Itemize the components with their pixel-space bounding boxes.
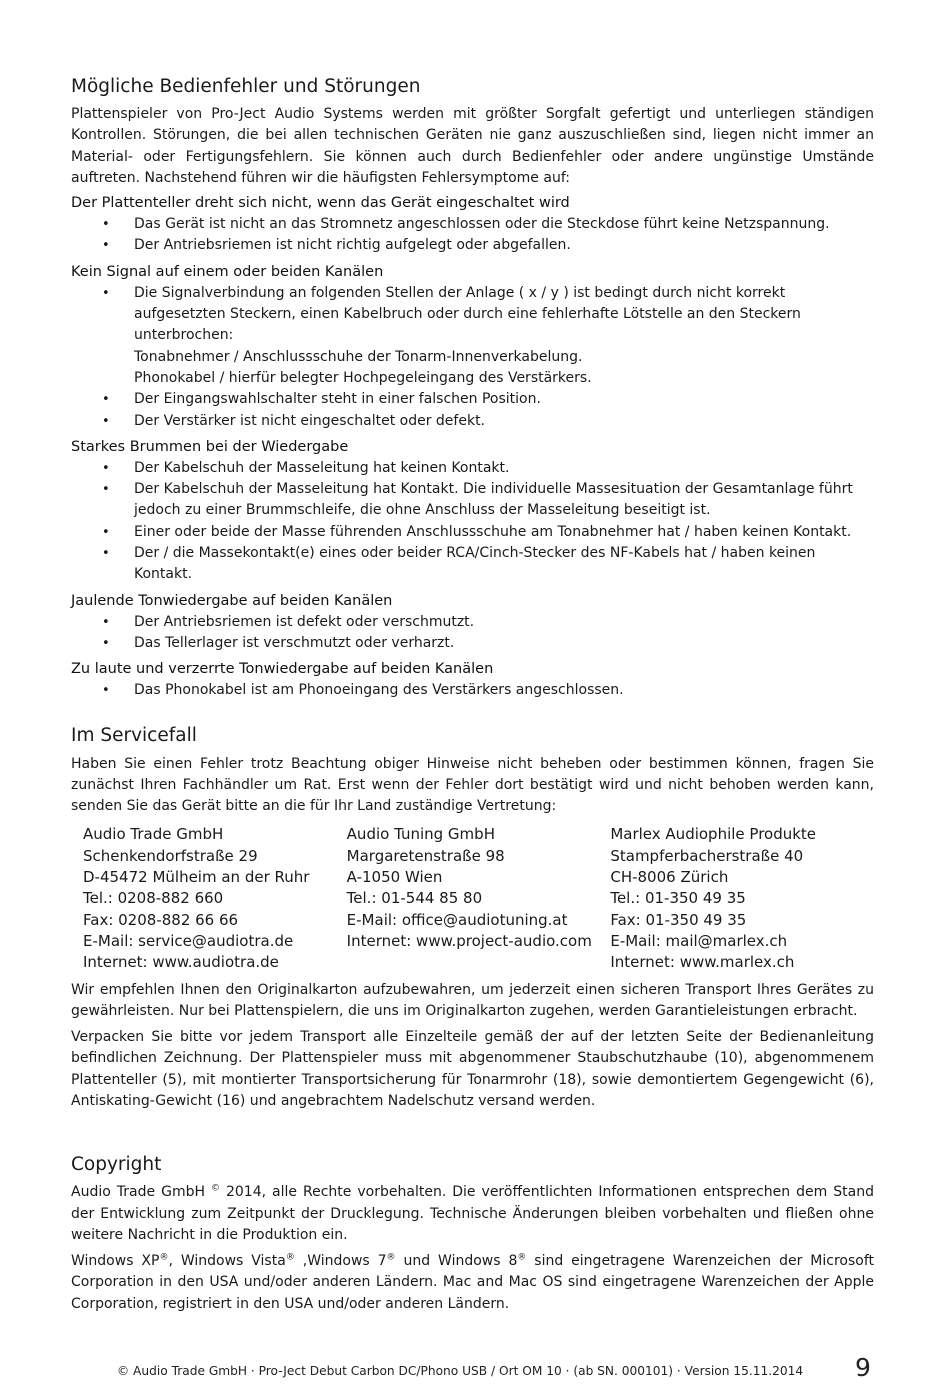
address-line: E-Mail: mail@marlex.ch bbox=[610, 931, 788, 950]
address-line: Internet: www.audiotra.de bbox=[83, 953, 279, 972]
error-list bbox=[71, 283, 874, 432]
error-item bbox=[71, 522, 874, 543]
document-page bbox=[71, 74, 874, 1315]
error-item bbox=[71, 612, 874, 633]
service-para-1: Wir empfehlen Ihnen den Originalkarton aufzubewahren, um jederzeit einen sicheren Transport Ihres Gerätes zu gewährleisten. Nur bei Plattenspielern, die uns im Originalkarton zugehen, werden Garantieleistungen erbracht. bbox=[71, 981, 874, 1019]
error-item-text: Das Phonokabel ist am Phonoeingang des Verstärkers angeschlossen. bbox=[134, 682, 624, 699]
bullet-icon: • bbox=[102, 285, 110, 301]
error-item bbox=[71, 411, 874, 432]
error-heading: Zu laute und verzerrte Tonwiedergabe auf beiden Kanälen bbox=[71, 661, 494, 678]
address-line: A-1050 Wien bbox=[346, 868, 443, 887]
section-title-copyright: Copyright bbox=[71, 1154, 162, 1176]
bullet-icon: • bbox=[102, 683, 110, 699]
error-heading: Starkes Brummen bei der Wiedergabe bbox=[71, 438, 349, 455]
error-item-text: Der Eingangswahlschalter steht in einer falschen Position. bbox=[134, 391, 541, 408]
error-item bbox=[71, 283, 874, 389]
error-item bbox=[71, 214, 874, 235]
address-line: Tel.: 01-350 49 35 bbox=[610, 889, 746, 908]
bullet-icon: • bbox=[102, 238, 110, 254]
error-item-text: Der Verstärker ist nicht eingeschaltet oder defekt. bbox=[134, 412, 486, 429]
address-block bbox=[347, 824, 611, 973]
error-list bbox=[71, 458, 874, 586]
bullet-icon: • bbox=[102, 217, 110, 233]
error-item-text: Einer oder beide der Masse führenden Anschlussschuhe am Tonabnehmer hat / haben keinen Kontakt. bbox=[134, 523, 852, 540]
error-heading: Jaulende Tonwiedergabe auf beiden Kanälen bbox=[71, 592, 393, 609]
bullet-icon: • bbox=[102, 524, 110, 540]
footer-text: © Audio Trade GmbH · Pro-Ject Debut Carbon DC/Phono USB / Ort OM 10 · (ab SN. 000101) · Version 15.11.2014 bbox=[117, 1364, 804, 1378]
address-line: Audio Tuning GmbH bbox=[346, 825, 495, 844]
error-heading: Der Plattenteller dreht sich nicht, wenn das Gerät eingeschaltet wird bbox=[71, 195, 570, 212]
address-block bbox=[83, 824, 347, 973]
copyright-para-2: Windows XP®, Windows Vista® ,Windows 7® und Windows 8® sind eingetragene Warenzeichen der Microsoft Corporation in den USA und/oder anderen Ländern. Mac and Mac OS sind eingetragene Warenzeichen der Apple Corporation, registriert in den USA und/oder anderen Ländern. bbox=[71, 1252, 875, 1312]
address-line: Tel.: 0208-882 660 bbox=[83, 889, 224, 908]
error-list bbox=[71, 612, 874, 655]
section-title-service: Im Servicefall bbox=[71, 724, 197, 746]
error-item bbox=[71, 479, 874, 522]
address-line: Audio Trade GmbH bbox=[83, 825, 224, 844]
address-line: Internet: www.project-audio.com bbox=[346, 931, 592, 950]
error-item-text: Der Antriebsriemen ist defekt oder verschmutzt. bbox=[134, 613, 475, 630]
page-number: 9 bbox=[855, 1353, 871, 1382]
error-list bbox=[71, 680, 874, 701]
error-item bbox=[71, 389, 874, 410]
error-item bbox=[71, 458, 874, 479]
error-groups bbox=[71, 192, 874, 701]
error-item-text: Das Gerät ist nicht an das Stromnetz angeschlossen oder die Steckdose führt keine Netzspannung. bbox=[134, 216, 830, 233]
address-line: Internet: www.marlex.ch bbox=[610, 953, 795, 972]
error-item bbox=[71, 680, 874, 701]
address-line: Marlex Audiophile Produkte bbox=[610, 825, 817, 844]
bullet-icon: • bbox=[102, 546, 110, 562]
error-item-text: Die Signalverbindung an folgenden Stellen der Anlage ( x / y ) ist bedingt durch nicht korrekt aufgesetzten Steckern, einen Kabelbruch oder durch eine fehlerhafte Lötstelle an den Steckern unterbrochen: bbox=[134, 284, 801, 344]
bullet-icon: • bbox=[102, 635, 110, 651]
bullet-icon: • bbox=[102, 460, 110, 476]
service-addresses bbox=[83, 824, 874, 973]
bullet-icon: • bbox=[102, 482, 110, 498]
bullet-icon: • bbox=[102, 413, 110, 429]
address-line: Fax: 0208-882 66 66 bbox=[83, 910, 239, 929]
bullet-icon: • bbox=[102, 392, 110, 408]
error-item bbox=[71, 235, 874, 256]
errors-intro: Plattenspieler von Pro-Ject Audio Systems werden mit größter Sorgfalt gefertigt und unterliegen ständigen Kontrollen. Störungen, die bei allen technischen Geräten nie ganz auszuschließen sind, liegen nicht immer an Material- oder Fertigungsfehlern. Sie können auch durch Bedienfehler oder andere ungünstige Umstände auftreten. Nachstehend führen wir die häufigsten Fehlersymptome auf: bbox=[71, 106, 874, 186]
address-line: Schenkendorfstraße 29 bbox=[83, 846, 258, 865]
address-line: E-Mail: office@audiotuning.at bbox=[346, 910, 568, 929]
address-line: D-45472 Mülheim an der Ruhr bbox=[83, 868, 310, 887]
error-item-text: Das Tellerlager ist verschmutzt oder verharzt. bbox=[134, 634, 455, 651]
address-line: Fax: 01-350 49 35 bbox=[610, 910, 747, 929]
address-line: Margaretenstraße 98 bbox=[346, 846, 505, 865]
error-list bbox=[71, 214, 874, 257]
copyright-para-1: Audio Trade GmbH © 2014, alle Rechte vorbehalten. Die veröffentlichten Informationen entsprechen dem Stand der Entwicklung zum Zeitpunkt der Drucklegung. Technische Änderungen bleiben vorbehalten und fließen ohne weitere Nachricht in die Produktion ein. bbox=[71, 1183, 875, 1243]
section-title-errors: Mögliche Bedienfehler und Störungen bbox=[71, 76, 421, 97]
address-line: CH-8006 Zürich bbox=[610, 868, 729, 887]
error-item-text: Phonokabel / hierfür belegter Hochpegeleingang des Verstärkers. bbox=[134, 369, 592, 386]
error-item-text: Tonabnehmer / Anschlussschuhe der Tonarm-Innenverkabelung. bbox=[134, 348, 583, 365]
error-item-text: Der Kabelschuh der Masseleitung hat keinen Kontakt. bbox=[134, 459, 510, 476]
error-item-text: Der / die Massekontakt(e) eines oder beider RCA/Cinch-Stecker des NF-Kabels hat / haben keinen Kontakt. bbox=[134, 545, 816, 583]
error-item-text: Der Antriebsriemen ist nicht richtig aufgelegt oder abgefallen. bbox=[134, 237, 571, 254]
error-item bbox=[71, 543, 874, 586]
address-line: E-Mail: service@audiotra.de bbox=[83, 931, 294, 950]
address-line: Stampferbacherstraße 40 bbox=[610, 846, 804, 865]
error-item bbox=[71, 633, 874, 654]
error-heading: Kein Signal auf einem oder beiden Kanälen bbox=[71, 263, 384, 280]
service-para-2: Verpacken Sie bitte vor jedem Transport alle Einzelteile gemäß der auf der letzten Seite der Bedienanleitung befindlichen Zeichnung. Der Plattenspieler muss mit abgenommener Staubschutzhaube (10), abgenommenem Plattenteller (5), mit montierter Transportsicherung für Tonarmrohr (18), sowie demontiertem Gegengewicht (6), Antiskating-Gewicht (16) und angebrachtem Nadelschutz versand werden. bbox=[71, 1029, 874, 1109]
bullet-icon: • bbox=[102, 614, 110, 630]
address-block bbox=[610, 824, 874, 973]
error-item-text: Der Kabelschuh der Masseleitung hat Kontakt. Die individuelle Massesituation der Gesamtanlage führt jedoch zu einer Brummschleife, die ohne Anschluss der Masseleitung beseitigt ist. bbox=[134, 481, 853, 519]
service-intro: Haben Sie einen Fehler trotz Beachtung obiger Hinweise nicht beheben oder bestimmen können, fragen Sie zunächst Ihren Fachhändler um Rat. Erst wenn der Fehler dort bestätigt wird und nicht behoben werden kann, senden Sie das Gerät bitte an die für Ihr Land zuständige Vertretung: bbox=[71, 755, 874, 815]
address-line: Tel.: 01-544 85 80 bbox=[346, 889, 483, 908]
